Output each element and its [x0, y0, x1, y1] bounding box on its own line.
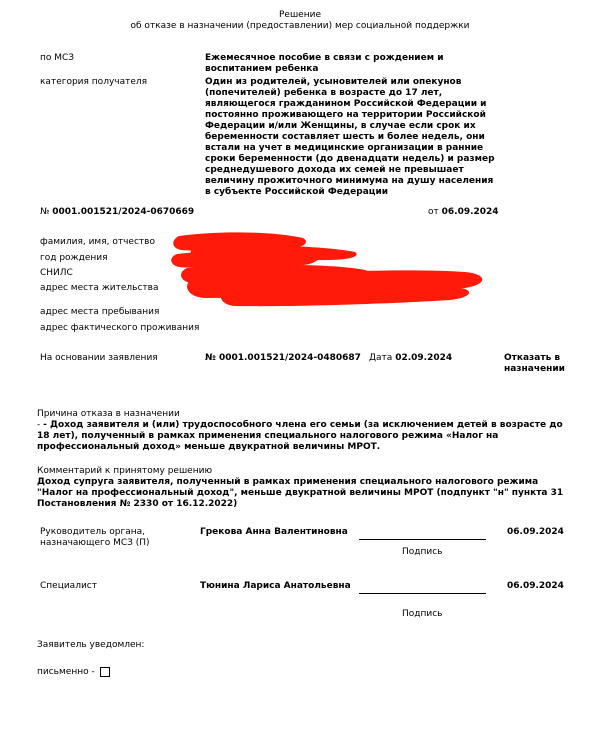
refusal-reason-block	[37, 420, 565, 453]
actual-address-label: адрес фактического проживания	[40, 323, 200, 333]
head-signature-line	[359, 539, 486, 540]
comment-text: Доход супруга заявителя, полученный в рамках применения специального налогового режима "Налог на профессиональный доход", меньше двукратной величины МРОТ (подпункт "н" пункта 31 Постановления № 2330 от 16.12.2022)	[37, 477, 564, 509]
full-name-label: фамилия, имя, отчество	[40, 237, 155, 247]
notification-label: Заявитель уведомлен:	[37, 640, 145, 650]
head-name: Грекова Анна Валентиновна	[200, 527, 348, 537]
basis-label: На основании заявления	[40, 353, 158, 363]
written-notification-label: письменно -	[37, 667, 95, 677]
document-subtitle: об отказе в назначении (предоставлении) мер социальной поддержки	[130, 21, 470, 31]
head-label: Руководитель органа, назначающего МСЗ (П)	[40, 527, 150, 548]
decision-result: Отказать в назначении	[504, 353, 565, 374]
refusal-reason-prefix: -	[37, 420, 41, 430]
application-date: 02.09.2024	[395, 353, 453, 363]
redaction-scribble	[165, 228, 495, 310]
stay-address-label: адрес места пребывания	[40, 307, 160, 317]
measure-value: Ежемесячное пособие в связи с рождением и воспитанием ребенка	[205, 53, 444, 74]
snils-label: СНИЛС	[40, 268, 73, 278]
specialist-signature-caption: Подпись	[402, 609, 443, 619]
refusal-reason-text: - Доход заявителя и (или) трудоспособного члена его семьи (за исключением детей в возрасте до 18 лет), полученный в рамках применения специального налогового режима «Налог на профессиональный доход» меньше двукратной величины МРОТ.	[37, 420, 563, 452]
refusal-reason-label: Причина отказа в назначении	[37, 409, 180, 419]
decision-date-prefix: от	[428, 207, 439, 217]
decision-number: 0001.001521/2024-0670669	[52, 207, 195, 217]
application-number: 0001.001521/2024-0480687	[218, 353, 361, 363]
measure-label: по МСЗ	[40, 53, 75, 63]
document-title: Решение	[278, 10, 321, 20]
decision-date: 06.09.2024	[441, 207, 499, 217]
birth-year-label: год рождения	[40, 253, 108, 263]
written-notification-checkbox[interactable]	[100, 667, 110, 677]
specialist-label: Специалист	[40, 581, 97, 591]
comment-label: Комментарий к принятому решению	[37, 466, 213, 476]
application-date-line	[369, 353, 452, 364]
redaction-stroke	[221, 286, 469, 306]
residence-address-label: адрес места жительства	[40, 283, 159, 293]
decision-date-line	[428, 207, 499, 218]
redaction-stroke	[191, 245, 357, 261]
head-signature-caption: Подпись	[402, 547, 443, 557]
head-date: 06.09.2024	[507, 527, 564, 537]
decision-number-line	[40, 207, 194, 218]
recipient-category-value: Один из родителей, усыновителей или опекунов (попечителей) ребенка в возрасте до 17 лет, являющегося гражданином Российской Федерации и постоянно проживающего на территории Российской Федерации и/или Женщины, в случае если срок их беременности составляет шесть и более недель, они встали на учет в медицинские организации в ранние сроки беременности (до двенадцати недель) и размер среднедушевого дохода их семей не превышает величину прожиточного минимума на душу населения в субъекте Российской Федерации	[205, 77, 495, 197]
redaction-strokes	[171, 232, 482, 306]
application-number-line	[205, 353, 361, 364]
application-number-prefix: №	[205, 353, 216, 363]
specialist-signature-line	[359, 593, 486, 594]
application-date-label: Дата	[369, 353, 393, 363]
decision-number-prefix: №	[40, 207, 50, 217]
specialist-name: Тюнина Лариса Анатольевна	[200, 581, 351, 591]
specialist-date: 06.09.2024	[507, 581, 564, 591]
recipient-category-label: категория получателя	[40, 77, 148, 87]
